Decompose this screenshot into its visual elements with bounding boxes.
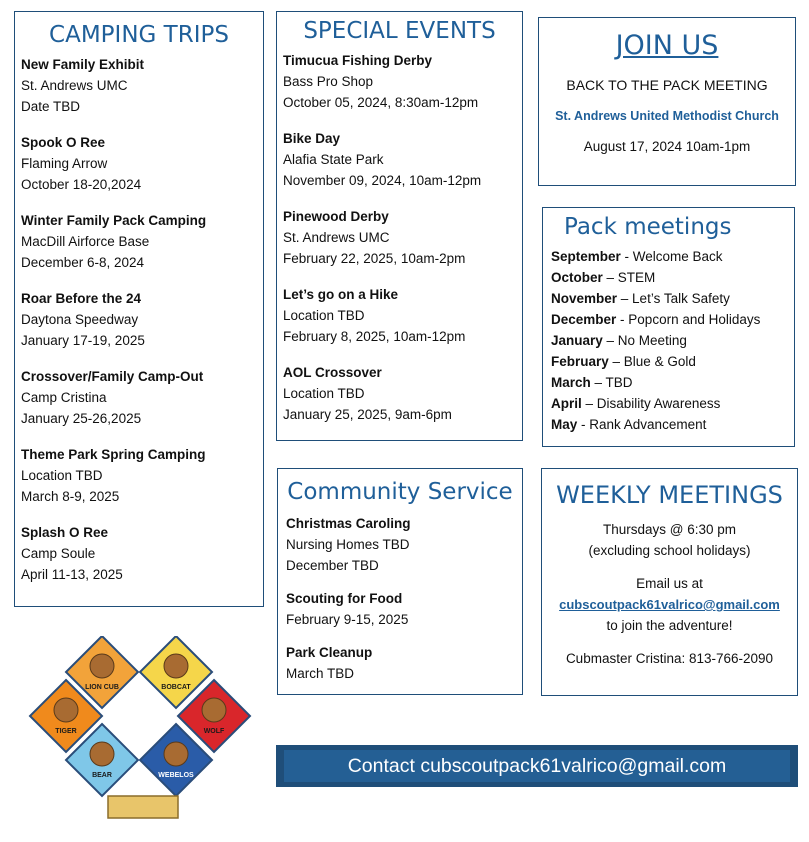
contact-text[interactable]: Contact cubscoutpack61valrico@gmail.com [284,750,790,782]
special-event-name: Pinewood Derby [283,209,389,224]
camping-event-name: Splash O Ree [21,525,109,540]
community-event [286,513,514,576]
community-event-name: Scouting for Food [286,591,403,606]
pack-meeting-separator: - [577,417,590,432]
pack-meeting-row [551,246,786,267]
weekly-note: (excluding school holidays) [588,543,751,558]
webelos-icon [164,742,188,766]
camping-event-detail: St. Andrews UMC [21,78,128,93]
camping-trips-title: CAMPING TRIPS [49,22,229,48]
community-event-name: Christmas Caroling [286,516,411,531]
camping-event-detail: Daytona Speedway [21,312,139,327]
pack-meeting-separator: – [581,396,597,411]
special-event [283,50,516,113]
cub-scout-rank-badges [26,636,258,822]
wolf-icon [202,698,226,722]
special-event [283,128,516,191]
pack-meeting-month: September [551,249,621,264]
special-event-name: AOL Crossover [283,365,382,380]
pack-meeting-month: February [551,354,609,369]
lion-icon [90,654,114,678]
community-events-list [286,513,514,684]
join-us-panel [538,17,796,186]
badge-label: BOBCAT [161,684,191,691]
special-event-detail: Bass Pro Shop [283,74,374,89]
pack-meeting-row [551,414,786,435]
camping-event-detail: Camp Cristina [21,390,107,405]
special-event-detail: St. Andrews UMC [283,230,390,245]
camping-event-detail: January 17-19, 2025 [21,333,145,348]
camping-event [21,522,257,585]
camping-events-list [21,54,257,585]
community-service-title: Community Service [287,479,513,505]
camping-event-detail: Camp Soule [21,546,96,561]
join-us-title: JOIN US [615,30,719,61]
camping-event-detail: March 8-9, 2025 [21,489,120,504]
special-event-detail: October 05, 2024, 8:30am-12pm [283,95,479,110]
camping-event-detail: Location TBD [21,468,103,483]
pack-meeting-topic: No Meeting [617,333,687,348]
camping-event [21,444,257,507]
camping-event [21,132,257,195]
pack-meeting-month: April [551,396,582,411]
camping-event-detail: Date TBD [21,99,81,114]
pack-meeting-month: May [551,417,578,432]
special-event [283,362,516,425]
pack-meetings-list [551,246,786,435]
community-service-panel [277,468,523,695]
camping-event-detail: April 11-13, 2025 [21,567,123,582]
camping-event-detail: December 6-8, 2024 [21,255,145,270]
pack-meeting-month: October [551,270,603,285]
camping-event-detail: January 25-26,2025 [21,411,142,426]
camping-event-name: Theme Park Spring Camping [21,447,206,462]
pack-meeting-separator: – [602,270,618,285]
camping-event-name: Spook O Ree [21,135,106,150]
pack-meeting-separator: – [590,375,606,390]
pack-meeting-month: December [551,312,617,327]
pack-meetings-panel [542,207,795,447]
weekly-meetings-panel [541,468,798,696]
pack-meeting-topic: STEM [617,270,656,285]
community-event-detail: December TBD [286,558,379,573]
badge-label: TIGER [55,728,77,735]
badge-label: WEBELOS [158,772,194,779]
special-event [283,284,516,347]
pack-meeting-row [551,267,786,288]
pack-meeting-row [551,330,786,351]
pack-meeting-topic: Let’s Talk Safety [632,291,730,306]
community-event-detail: February 9-15, 2025 [286,612,409,627]
bobcat-icon [164,654,188,678]
pack-meeting-topic: TBD [605,375,633,390]
weekly-email-prompt: Email us at [636,576,703,591]
weekly-when: Thursdays @ 6:30 pm [602,522,736,537]
camping-event-detail: Flaming Arrow [21,156,108,171]
special-events-list [283,50,516,425]
special-event-detail: Location TBD [283,386,365,401]
pack-meeting-separator: – [617,291,633,306]
camping-event [21,210,257,273]
special-event-detail: Alafia State Park [283,152,384,167]
pack-meeting-month: March [551,375,591,390]
special-event-name: Bike Day [283,131,341,146]
pack-meeting-separator: - [620,249,633,264]
bear-icon [90,742,114,766]
pack-meeting-month: January [551,333,603,348]
community-event [286,642,514,684]
weekly-cta: to join the adventure! [606,618,733,633]
special-events-panel [276,11,523,441]
pack-meeting-topic: Blue & Gold [623,354,696,369]
badge-label: WOLF [203,728,225,735]
community-event-detail: Nursing Homes TBD [286,537,410,552]
pack-meeting-topic: Welcome Back [632,249,723,264]
tiger-icon [54,698,78,722]
special-events-title: SPECIAL EVENTS [303,18,496,44]
camping-event [21,288,257,351]
camping-event-name: Crossover/Family Camp-Out [21,369,204,384]
pack-meeting-month: November [551,291,618,306]
camping-event-name: Roar Before the 24 [21,291,142,306]
weekly-cubmaster: Cubmaster Cristina: 813-766-2090 [565,651,774,666]
camping-event [21,54,257,117]
special-event-detail: February 8, 2025, 10am-12pm [283,329,466,344]
contact-bar [276,745,798,787]
pack-meeting-row [551,393,786,414]
arrow-of-light-icon [108,796,178,818]
camping-event-name: Winter Family Pack Camping [21,213,207,228]
pack-meetings-title: Pack meetings [564,214,732,240]
pack-meeting-row [551,372,786,393]
join-us-date: August 17, 2024 10am-1pm [583,139,751,154]
camping-trips-panel [14,11,264,607]
weekly-email-link[interactable]: cubscoutpack61valrico@gmail.com [559,597,780,612]
special-event-detail: Location TBD [283,308,365,323]
special-event-detail: November 09, 2024, 10am-12pm [283,173,482,188]
pack-meeting-separator: – [602,333,618,348]
pack-meeting-separator: - [616,312,629,327]
pack-meeting-topic: Disability Awareness [596,396,721,411]
pack-meeting-topic: Popcorn and Holidays [628,312,761,327]
badge-label: BEAR [92,772,112,779]
special-event-name: Timucua Fishing Derby [283,53,433,68]
special-event [283,206,516,269]
community-event-name: Park Cleanup [286,645,373,660]
join-us-church: St. Andrews United Methodist Church [555,109,779,123]
camping-event-detail: October 18-20,2024 [21,177,142,192]
pack-meeting-topic: Rank Advancement [589,417,707,432]
camping-event-detail: MacDill Airforce Base [21,234,150,249]
community-event [286,588,514,630]
pack-meeting-row [551,309,786,330]
community-event-detail: March TBD [286,666,355,681]
special-event-detail: February 22, 2025, 10am-2pm [283,251,466,266]
join-us-subtitle: BACK TO THE PACK MEETING [566,77,768,93]
pack-meeting-separator: – [608,354,624,369]
camping-event-name: New Family Exhibit [21,57,145,72]
camping-event [21,366,257,429]
pack-meeting-row [551,288,786,309]
special-event-detail: January 25, 2025, 9am-6pm [283,407,452,422]
special-event-name: Let’s go on a Hike [283,287,399,302]
weekly-meetings-title: WEEKLY MEETINGS [556,481,783,509]
badge-label: LION CUB [85,684,119,691]
pack-meeting-row [551,351,786,372]
